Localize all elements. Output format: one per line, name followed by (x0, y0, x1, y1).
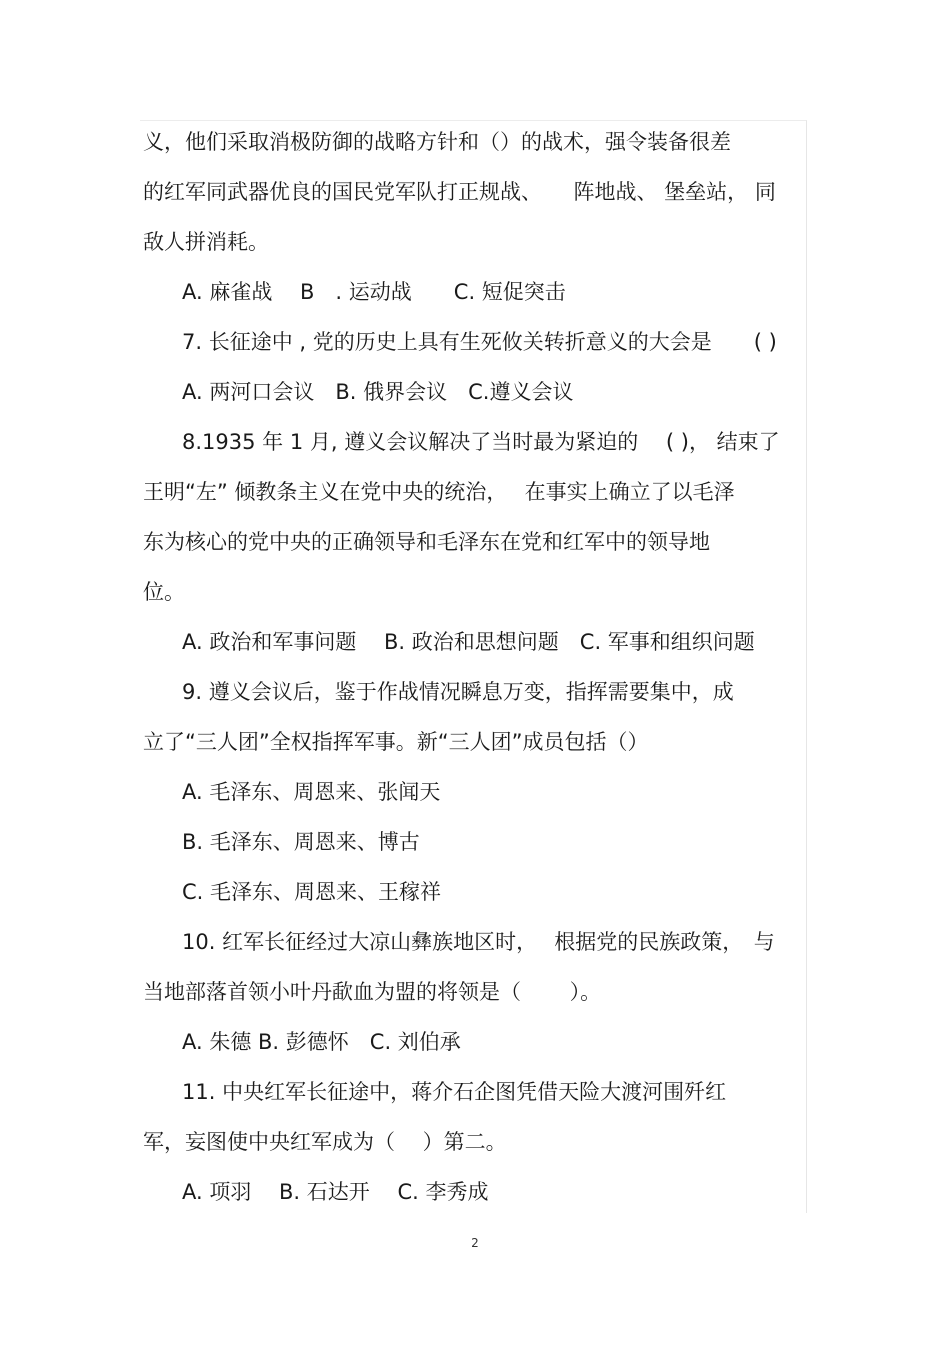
option-line: C. 毛泽东、周恩来、王稼祥 (182, 880, 442, 904)
option-line: B. 毛泽东、周恩来、博古 (182, 830, 420, 854)
text-line: 敌人拼消耗。 (143, 230, 269, 254)
question-line: 9. 遵义会议后，鉴于作战情况瞬息万变，指挥需要集中，成 (182, 680, 734, 704)
text-line: 军，妄图使中央红军成为（ ）第二。 (143, 1130, 507, 1154)
question-line: 10. 红军长征经过大凉山彝族地区时， 根据党的民族政策， 与 (182, 930, 775, 954)
text-line: 立了“三人团”全权指挥军事。新“三人团”成员包括（） (143, 730, 649, 754)
option-line: A. 两河口会议 B. 俄界会议 C.遵义会议 (182, 380, 574, 404)
text-line: 东为核心的党中央的正确领导和毛泽东在党和红军中的领导地 (143, 530, 710, 554)
option-line: A. 麻雀战 B . 运动战 C. 短促突击 (182, 280, 566, 304)
text-line: 的红军同武器优良的国民党军队打正规战、 阵地战、 堡垒站， 同 (143, 180, 776, 204)
question-line: 7. 长征途中 , 党的历史上具有生死攸关转折意义的大会是 ( ) (182, 330, 777, 354)
text-line: 当地部落首领小叶丹歃血为盟的将领是（ ）。 (143, 980, 602, 1004)
text-line: 位。 (143, 580, 185, 604)
question-line: 11. 中央红军长征途中，蒋介石企图凭借天险大渡河围歼红 (182, 1080, 727, 1104)
option-line: A. 政治和军事问题 B. 政治和思想问题 C. 军事和组织问题 (182, 630, 755, 654)
option-line: A. 毛泽东、周恩来、张闻天 (182, 780, 441, 804)
option-line: A. 项羽 B. 石达开 C. 李秀成 (182, 1180, 489, 1204)
option-line: A. 朱德 B. 彭德怀 C. 刘伯承 (182, 1030, 461, 1054)
question-line: 8.1935 年 1 月, 遵义会议解决了当时最为紧迫的 ( )， 结束了 (182, 430, 780, 454)
text-line: 王明“左” 倾教条主义在党中央的统治， 在事实上确立了以毛泽 (143, 480, 735, 504)
text-line: 义，他们采取消极防御的战略方针和（）的战术，强令装备很差 (143, 130, 731, 154)
page-number: 2 (471, 1236, 479, 1250)
